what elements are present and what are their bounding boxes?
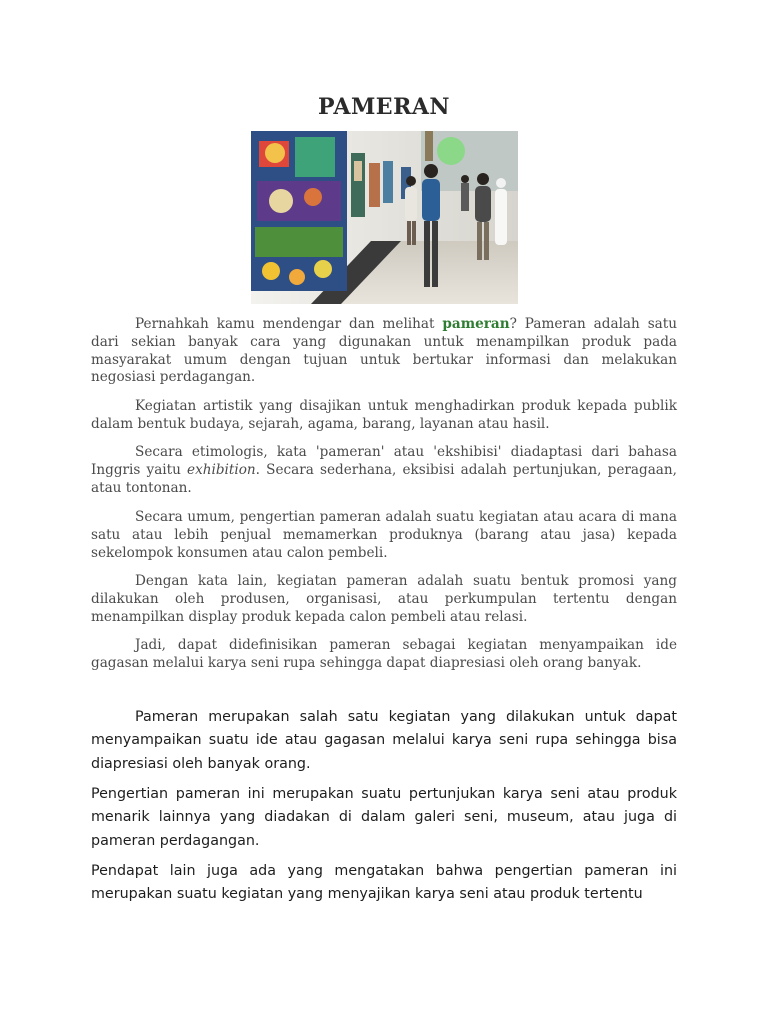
paragraph-intro-text: Pernahkah kamu mendengar dan melihat — [135, 316, 443, 332]
paragraph-etymology-text: Secara etimologis, kata 'pameran' atau 'ekshibisi' diadaptasi dari bahasa Inggris yaitu — [91, 444, 677, 478]
paragraph-promotion: Dengan kata lain, kegiatan pameran adalah suatu bentuk promosi yang dilakukan oleh produsen, organisasi, atau perkumpulan tertentu dengan menampilkan display produk kepada calon pembeli atau relasi. — [91, 573, 677, 625]
paragraph-artistic: Kegiatan artistik yang disajikan untuk menghadirkan produk kepada publik dalam bentuk budaya, sejarah, agama, barang, layanan atau hasil. — [91, 398, 677, 432]
paragraph-conclusion: Jadi, dapat didefinisikan pameran sebagai kegiatan menyampaikan ide gagasan melalui karya seni rupa sehingga dapat diapresiasi oleh orang banyak. — [91, 637, 677, 671]
exhibition-photo — [251, 131, 518, 304]
paragraph-intro — [91, 316, 677, 387]
paragraph-performance: Pengertian pameran ini merupakan suatu pertunjukan karya seni atau produk menarik lainnya yang diadakan di dalam galeri seni, museum, atau juga di pameran perdagangan. — [91, 786, 677, 849]
gallery-illustration — [251, 131, 518, 304]
paragraph-intro-text-end: ? Pameran adalah satu dari sekian banyak cara yang digunakan untuk menampilkan produk pada masyarakat umum dengan tujuan untuk bertukar informasi dan melakukan negosiasi perdagangan. — [91, 316, 677, 386]
keyword-pameran-link[interactable]: pameran — [442, 316, 510, 332]
paragraph-etymology — [91, 444, 677, 497]
paragraph-other-opinion: Pendapat lain juga ada yang mengatakan bahwa pengertian pameran ini merupakan suatu kegiatan yang menyajikan karya seni atau produk tertentu — [91, 863, 677, 903]
paragraph-general-definition: Secara umum, pengertian pameran adalah suatu kegiatan atau acara di mana satu atau lebih penjual memamerkan produknya (barang atau jasa) kepada sekelompok konsumen atau calon pembeli. — [91, 509, 677, 561]
paragraph-etymology-text-end: . Secara sederhana, eksibisi adalah pertunjukan, peragaan, atau tontonan. — [91, 461, 677, 496]
term-exhibition: exhibition — [187, 461, 256, 478]
document-title: PAMERAN — [317, 94, 451, 120]
paragraph-idea-delivery: Pameran merupakan salah satu kegiatan yang dilakukan untuk dapat menyampaikan suatu ide atau gagasan melalui karya seni rupa sehingga bisa diapresiasi oleh banyak orang. — [91, 709, 677, 772]
